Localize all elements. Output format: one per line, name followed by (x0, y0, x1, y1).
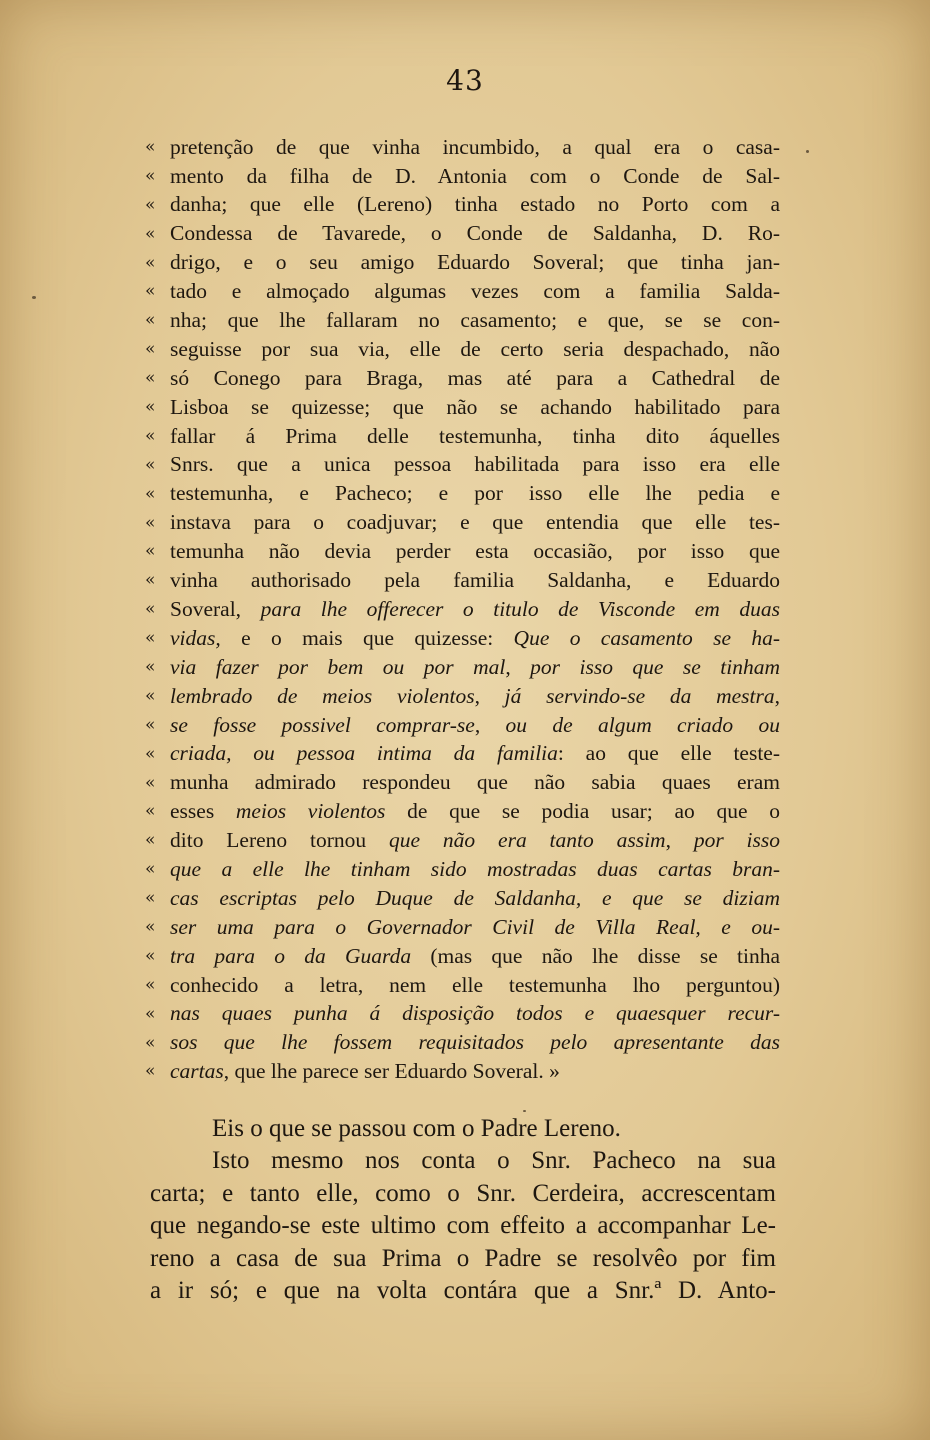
prose-line-text: reno a casa de sua Prima o Padre se resolvêo por fim (150, 1244, 776, 1272)
italic-segment: por isso que se tinham (530, 654, 781, 679)
quote-line (145, 162, 780, 191)
quote-mark: « (145, 396, 156, 417)
text-segment: e o mais que quizesse: (220, 625, 514, 650)
prose-line (150, 1210, 776, 1243)
quote-line (145, 509, 780, 538)
quote-line-text (170, 1032, 780, 1054)
quote-mark: « (145, 888, 156, 909)
quote-line-text (170, 830, 780, 852)
quote-mark: « (145, 165, 156, 186)
text-segment: (mas que não lhe disse se tinha (411, 943, 780, 968)
quote-line (145, 364, 780, 393)
quote-mark: « (145, 801, 156, 822)
quote-line (145, 537, 780, 566)
prose-line-text: Eis o que se passou com o Padre Lereno. (212, 1114, 621, 1142)
quote-line-text (170, 712, 781, 737)
quote-line-text (170, 541, 780, 563)
italic-segment: cartas (170, 1059, 224, 1084)
quote-line-text (170, 885, 780, 910)
quote-mark: « (145, 252, 156, 273)
text-segment: seguisse por sua via, elle de certo seria despachado, não (170, 336, 780, 361)
italic-segment: tra para o da Guarda (170, 943, 412, 968)
italic-segment: ou de algum criado ou (505, 712, 781, 737)
italic-segment: vidas, (170, 625, 221, 650)
text-segment: mento da filha de D. Antonia com o Conde de Sal- (170, 163, 780, 188)
text-segment: instava para o coadjuvar; e que entendia que elle tes- (170, 510, 780, 535)
quote-line (145, 884, 780, 913)
italic-segment: lembrado de meios violentos (170, 683, 475, 708)
quote-line-text (170, 194, 780, 216)
quote-line (145, 711, 780, 740)
text-segment: , que lhe parece ser Eduardo Soveral. » (223, 1059, 560, 1084)
quote-mark: « (145, 483, 156, 504)
text-segment: , (474, 712, 506, 737)
quote-mark: « (145, 368, 156, 389)
quote-mark: « (145, 223, 156, 244)
quote-line-text (170, 856, 780, 881)
quote-line (145, 653, 780, 682)
quote-mark: « (145, 830, 156, 851)
quote-line-text (170, 512, 780, 534)
quote-line-text (170, 914, 780, 939)
quote-line (145, 277, 780, 306)
quote-line (145, 624, 780, 653)
italic-segment: já servindo-se da mestra (504, 683, 775, 708)
text-segment: nha; que lhe fallaram no casamento; e que, se se con- (170, 308, 780, 333)
quote-mark: « (145, 454, 156, 475)
quote-mark: « (145, 1061, 156, 1082)
text-segment: dito Lereno tornou (170, 828, 390, 853)
text-segment: Snrs. que a unica pessoa habilitada para isso era elle (170, 452, 780, 477)
quote-mark: « (145, 656, 156, 677)
text-segment: fallar á Prima delle testemunha, tinha dito áquelles (170, 423, 780, 448)
quote-mark: « (145, 685, 156, 706)
italic-segment: ser uma para o Governador Civil de Villa Real, e ou- (170, 914, 780, 939)
quote-line-text (170, 625, 780, 650)
quote-mark: « (145, 339, 156, 360)
quote-line (145, 306, 780, 335)
text-segment: , (774, 683, 780, 708)
quote-line-text (170, 654, 781, 679)
quote-line (145, 480, 780, 509)
text-segment: pretenção de que vinha incumbido, a qual era o casa- (170, 134, 780, 159)
quote-mark: « (145, 310, 156, 331)
italic-segment: por isso (693, 828, 781, 853)
quote-mark: « (145, 743, 156, 764)
prose-line (150, 1177, 776, 1210)
quote-line (145, 566, 780, 595)
italic-segment: via fazer por bem ou por mal (170, 654, 506, 679)
quote-line-text (170, 683, 780, 708)
quote-mark: « (145, 1003, 156, 1024)
italic-segment: Que o casamento se ha- (513, 625, 780, 650)
quote-line-text (170, 454, 780, 476)
prose-line-text: Isto mesmo nos conta o Snr. Pacheco na sua (212, 1147, 776, 1175)
italic-segment: meios violentos (235, 799, 386, 824)
quote-mark: « (145, 512, 156, 533)
prose-line (150, 1145, 776, 1178)
paper-speck (32, 296, 36, 299)
quote-mark: « (145, 570, 156, 591)
quote-line (145, 393, 780, 422)
text-segment: temunha não devia perder esta occasião, por isso que (170, 539, 780, 564)
italic-segment: criada, ou pessoa intima da familia (170, 741, 558, 766)
quote-line (145, 422, 780, 451)
text-segment: : ao que elle teste- (557, 741, 781, 766)
quote-line-text (170, 1003, 780, 1025)
quote-line-text (170, 743, 780, 765)
quote-line-text (170, 310, 780, 332)
italic-segment: que não era tanto assim (389, 828, 666, 853)
quote-mark: « (145, 599, 156, 620)
quote-line-text (170, 134, 780, 159)
quote-line-text (170, 252, 780, 274)
quote-line (145, 451, 780, 480)
text-segment: Soveral, (170, 596, 261, 621)
text-segment: drigo, e o seu amigo Eduardo Soveral; que tinha jan- (170, 250, 780, 275)
quote-line-text (170, 972, 780, 997)
quote-line-text (170, 336, 780, 361)
text-segment: de que se podia usar; ao que o (385, 799, 780, 824)
quote-mark: « (145, 194, 156, 215)
text-segment: só Conego para Braga, mas até para a Cathedral de (170, 365, 780, 390)
prose-line (150, 1112, 776, 1145)
quote-line (145, 769, 780, 798)
quote-line-text (170, 1061, 780, 1083)
quote-mark: « (145, 945, 156, 966)
quote-line (145, 942, 780, 971)
quote-line-text (170, 365, 780, 390)
text-segment: Condessa de Tavarede, o Conde de Saldanha, D. Ro- (170, 221, 780, 246)
quote-line (145, 133, 780, 162)
text-segment: esses (170, 799, 236, 824)
text-segment: danha; que elle (Lereno) tinha estado no Porto com a (170, 192, 780, 217)
text-segment: tado e almoçado algumas vezes com a familia Salda- (170, 279, 780, 304)
quote-line-text (170, 423, 780, 448)
text-segment: , (665, 828, 694, 853)
text-segment: munha admirado respondeu que não sabia quaes eram (170, 770, 780, 795)
page-number: 43 (446, 64, 484, 97)
quote-line (145, 826, 780, 855)
quote-line-text (170, 483, 780, 505)
prose-line-text: que negando-se este ultimo com effeito a accompanhar Le- (150, 1212, 776, 1240)
quote-mark: « (145, 974, 156, 995)
quote-mark: « (145, 541, 156, 562)
quote-mark: « (145, 628, 156, 649)
quote-line-text (170, 596, 780, 621)
quote-line (145, 682, 780, 711)
quote-line (145, 855, 780, 884)
quote-line (145, 249, 780, 278)
quote-mark: « (145, 859, 156, 880)
text-segment: vinha authorisado pela familia Saldanha, e Eduardo (170, 568, 780, 593)
quote-line (145, 797, 780, 826)
italic-segment: se fosse possivel comprar-se (170, 712, 475, 737)
body-paragraph (150, 1112, 776, 1307)
italic-segment: sos que lhe fossem requisitados pelo apresentante das (170, 1030, 780, 1055)
quote-mark: « (145, 425, 156, 446)
quote-mark: « (145, 916, 156, 937)
text-segment: testemunha, e Pacheco; e por isso elle lhe pedia e (170, 481, 780, 506)
quoted-testimony (145, 133, 780, 1086)
quote-line (145, 1000, 780, 1029)
text-segment: , (505, 654, 531, 679)
quote-line (145, 740, 780, 769)
quote-line-text (170, 943, 780, 968)
quote-line (145, 971, 780, 1000)
text-segment: , (474, 683, 505, 708)
italic-segment: para lhe offerecer o titulo de Visconde em duas (260, 596, 780, 621)
prose-line (150, 1275, 776, 1308)
quote-line (145, 335, 780, 364)
quote-line-text (170, 281, 780, 303)
quote-line-text (170, 163, 780, 188)
prose-line (150, 1242, 776, 1275)
quote-line (145, 1058, 780, 1087)
italic-segment: cas escriptas pelo Duque de Saldanha, e que se diziam (170, 885, 780, 910)
prose-line-text: a ir só; e que na volta contára que a Snr.ª D. Anto- (150, 1277, 776, 1305)
quote-mark: « (145, 714, 156, 735)
quote-mark: « (145, 136, 156, 157)
text-segment: conhecido a letra, nem elle testemunha lho perguntou) (170, 972, 780, 997)
quote-mark: « (145, 281, 156, 302)
italic-segment: que a elle lhe tinham sido mostradas duas cartas bran- (170, 856, 780, 881)
quote-line-text (170, 223, 780, 245)
quote-line (145, 191, 780, 220)
quote-mark: « (145, 1032, 156, 1053)
quote-line (145, 220, 780, 249)
quote-line-text (170, 570, 780, 592)
quote-line (145, 595, 780, 624)
quote-line (145, 1029, 780, 1058)
quote-line-text (170, 801, 780, 823)
quote-mark: « (145, 772, 156, 793)
quote-line-text (170, 394, 780, 419)
paper-speck (806, 150, 809, 153)
quote-line-text (170, 772, 780, 794)
italic-segment: nas quaes punha á disposição todos e quaesquer recur- (170, 1001, 780, 1026)
quote-line (145, 913, 780, 942)
text-segment: Lisboa se quizesse; que não se achando habilitado para (170, 394, 780, 419)
paper-speck (523, 1110, 526, 1112)
prose-line-text: carta; e tanto elle, como o Snr. Cerdeira, accrescentam (150, 1179, 776, 1207)
